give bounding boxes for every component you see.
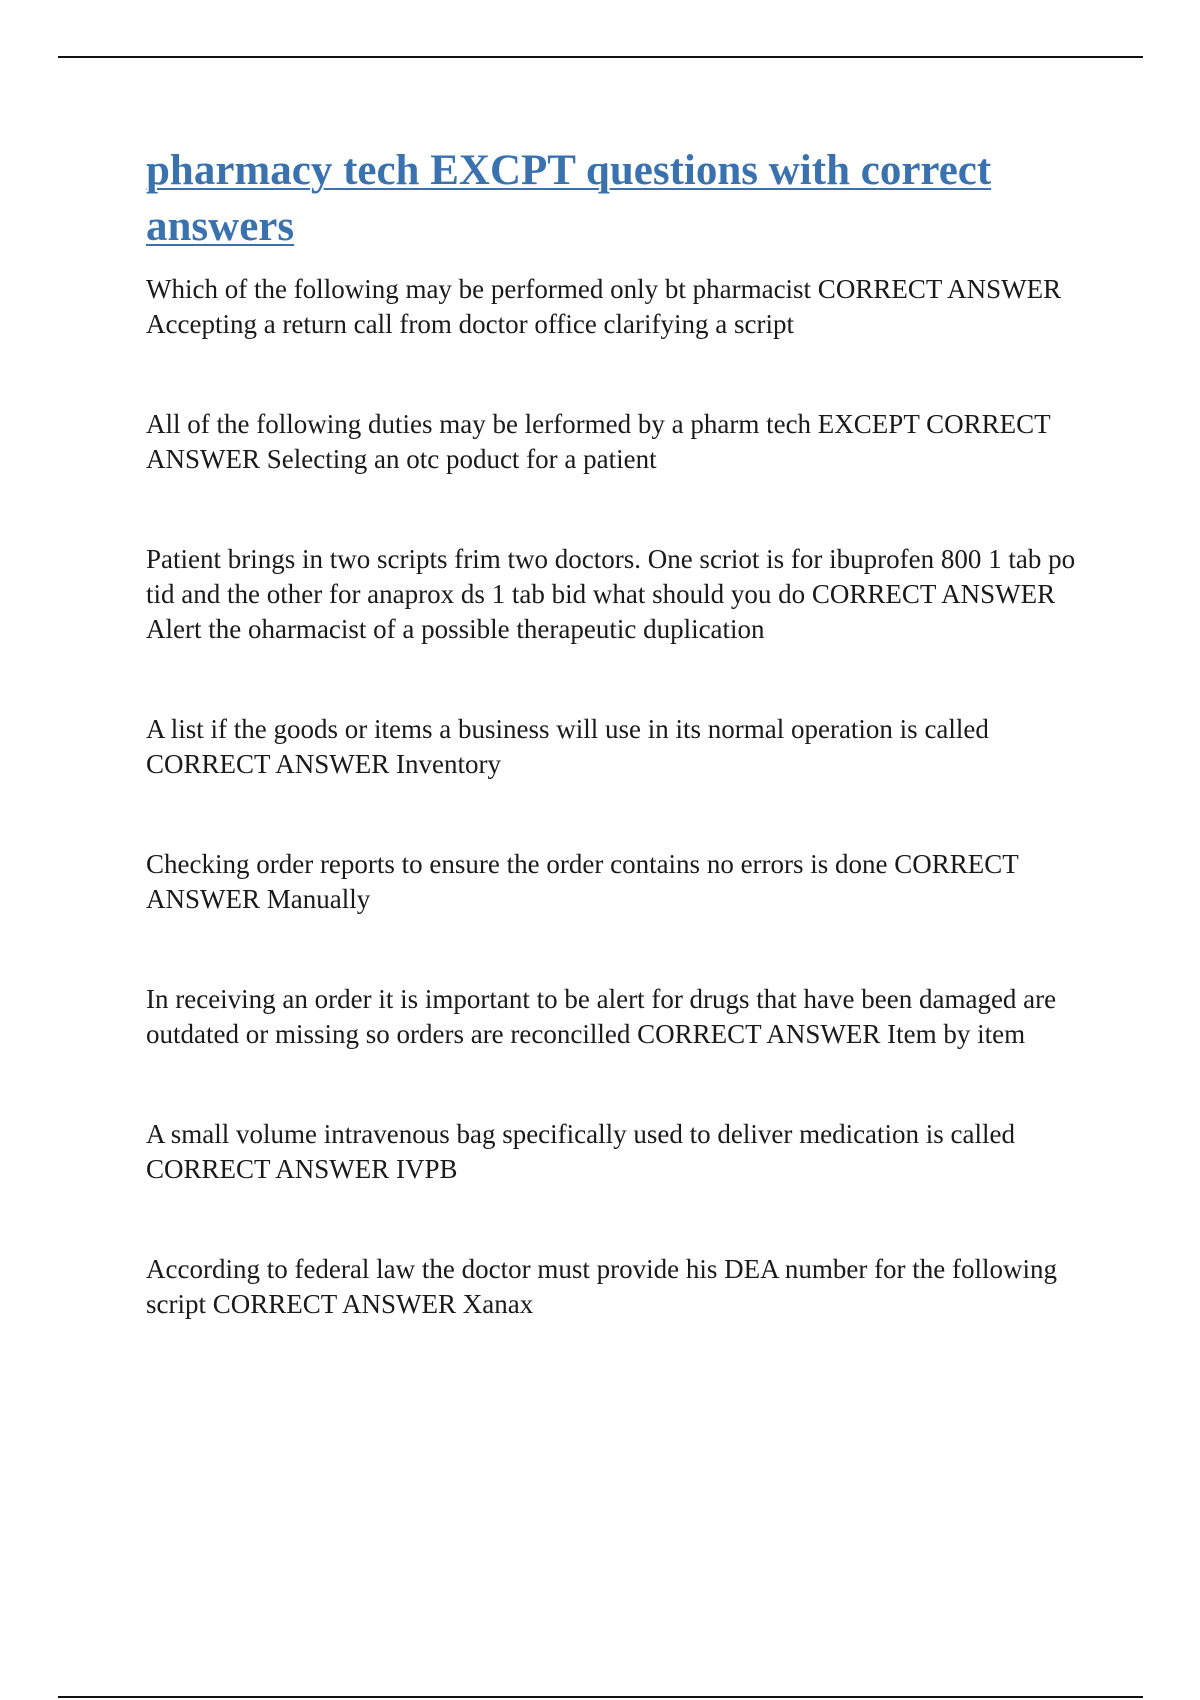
document-title: pharmacy tech EXCPT questions with correct answers	[146, 147, 992, 250]
qa-list	[146, 272, 1086, 1322]
header-rule	[58, 56, 1143, 58]
qa-entry: According to federal law the doctor must provide his DEA number for the following script CORRECT ANSWER Xanax	[146, 1254, 1058, 1319]
qa-entry: In receiving an order it is important to be alert for drugs that have been damaged are outdated or missing so orders are reconcilled CORRECT ANSWER Item by item	[146, 984, 1057, 1049]
qa-entry: A small volume intravenous bag specifically used to deliver medication is called CORRECT ANSWER IVPB	[146, 1119, 1016, 1184]
document-body	[146, 143, 1086, 1387]
qa-entry: Patient brings in two scripts frim two doctors. One scriot is for ibuprofen 800 1 tab po tid and the other for anaprox ds 1 tab bid what should you do CORRECT ANSWER Alert the oharmacist of a possible therapeutic duplication	[146, 544, 1076, 644]
qa-entry: All of the following duties may be lerformed by a pharm tech EXCEPT CORRECT ANSWER Selecting an otc poduct for a patient	[146, 409, 1051, 474]
footer-rule	[58, 1696, 1143, 1698]
qa-entry: A list if the goods or items a business will use in its normal operation is called CORRECT ANSWER Inventory	[146, 714, 989, 779]
qa-entry: Checking order reports to ensure the order contains no errors is done CORRECT ANSWER Manually	[146, 849, 1019, 914]
qa-entry: Which of the following may be performed only bt pharmacist CORRECT ANSWER Accepting a return call from doctor office clarifying a script	[146, 274, 1062, 339]
